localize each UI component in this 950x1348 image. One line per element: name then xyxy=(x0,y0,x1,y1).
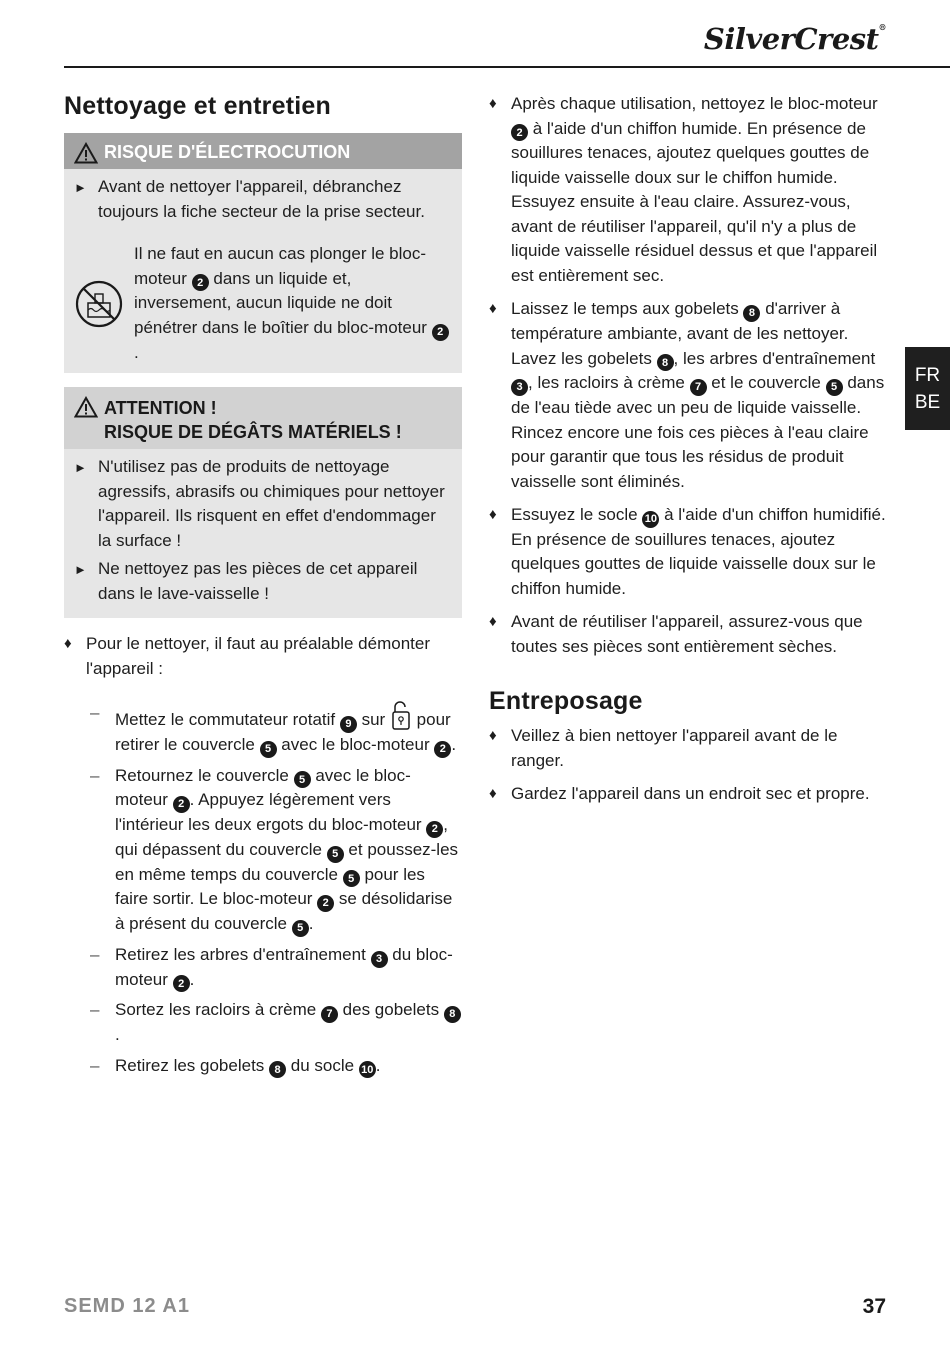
diamond-bullet-icon: ♦ xyxy=(64,635,72,652)
part-number-10: 10 xyxy=(359,1061,376,1078)
cleaning-bullet: ♦ Avant de réutiliser l'appareil, assurez-vous que toutes ses pièces sont entièrement sèches. xyxy=(489,610,889,659)
page-number: 37 xyxy=(862,1295,886,1318)
part-number-2: 2 xyxy=(426,821,443,838)
part-number-2: 2 xyxy=(317,895,334,912)
step-item: – Sortez les racloirs à crème 7 des gobelets 8. xyxy=(90,998,462,1047)
left-column xyxy=(64,92,462,1084)
no-immersion-text: Il ne faut en aucun cas plonger le bloc-moteur 2 dans un liquide et, inversement, aucun liquide ne doit pénétrer dans le boîtier du bloc-moteur 2. xyxy=(134,242,452,365)
part-number-8: 8 xyxy=(444,1006,461,1023)
diamond-bullet-icon: ♦ xyxy=(489,785,497,803)
step-item: – Retournez le couvercle 5 avec le bloc-moteur 2 . Appuyez légèrement vers l'intérieur les deux ergots du bloc-moteur 2 , qui dépassent du couvercle 5 et poussez-les en même temps du couvercle 5 pour les faire sortir. Le bloc-moteur 2 se désolidarise à présent du couvercle 5 . xyxy=(90,764,462,937)
part-number-7: 7 xyxy=(690,379,707,396)
part-number-7: 7 xyxy=(321,1006,338,1023)
attention-box-body xyxy=(64,449,462,618)
step-item: – Mettez le commutateur rotatif 9 sur pour retirer le couvercle 5 avec le bloc-moteur 2 . xyxy=(90,701,462,758)
attention-box xyxy=(64,387,462,618)
unlock-icon xyxy=(392,701,410,731)
dash-bullet-icon: – xyxy=(90,944,100,964)
diamond-bullet-icon: ♦ xyxy=(489,95,497,112)
language-code-be: BE xyxy=(914,391,941,413)
arrow-bullet-icon: ► xyxy=(74,180,87,195)
language-code-fr: FR xyxy=(914,364,941,386)
diamond-bullet-icon: ♦ xyxy=(489,613,497,631)
brand-logo: SilverCrest® xyxy=(703,22,886,56)
part-number-9: 9 xyxy=(340,716,357,733)
section-title-storage: Entreposage xyxy=(489,687,643,716)
intro-bullet: ♦ Pour le nettoyer, il faut au préalable démonter l'appareil : xyxy=(64,632,462,681)
language-tab xyxy=(905,347,950,430)
dash-bullet-icon: – xyxy=(90,1055,100,1075)
part-number-8: 8 xyxy=(743,305,760,322)
danger-box-title: RISQUE D'ÉLECTROCUTION xyxy=(104,142,351,162)
no-immersion-notice xyxy=(74,242,452,365)
danger-box xyxy=(64,133,462,373)
part-number-2: 2 xyxy=(434,741,451,758)
warning-triangle-icon xyxy=(74,396,98,418)
danger-box-header xyxy=(64,133,462,169)
warning-triangle-icon xyxy=(74,142,98,164)
part-number-5: 5 xyxy=(343,870,360,887)
attention-box-header xyxy=(64,387,462,449)
dash-bullet-icon: – xyxy=(90,765,100,785)
arrow-bullet-icon: ► xyxy=(74,460,87,475)
do-not-immerse-icon xyxy=(74,279,124,329)
footer-model: SEMD 12 A1 xyxy=(64,1295,190,1317)
diamond-bullet-icon: ♦ xyxy=(489,300,497,318)
diamond-bullet-icon: ♦ xyxy=(489,506,497,523)
part-number-5: 5 xyxy=(327,846,344,863)
list-item: ► Ne nettoyez pas les pièces de cet appareil dans le lave-vaisselle ! xyxy=(74,557,452,606)
part-number-8: 8 xyxy=(657,354,674,371)
part-number-2: 2 xyxy=(511,124,528,141)
cleaning-bullet: ♦ Essuyez le socle 10 à l'aide d'un chiffon humidifié. En présence de souillures tenaces, ajoutez quelques gouttes de liquide vaisselle doux sur le chiffon humide. xyxy=(489,503,889,601)
part-number-3: 3 xyxy=(371,951,388,968)
part-number-8: 8 xyxy=(269,1061,286,1078)
storage-bullet: ♦ Gardez l'appareil dans un endroit sec et propre. xyxy=(489,782,889,807)
diamond-bullet-icon: ♦ xyxy=(489,727,497,745)
dash-bullet-icon: – xyxy=(90,1000,100,1020)
part-number-3: 3 xyxy=(511,379,528,396)
storage-bullet: ♦ Veillez à bien nettoyer l'appareil avant de le ranger. xyxy=(489,724,889,773)
list-item: ► N'utilisez pas de produits de nettoyage agressifs, abrasifs ou chimiques pour nettoyer l'appareil. Ils risquent en effet d'endommager la surface ! xyxy=(74,455,452,553)
attention-box-subtitle: RISQUE DE DÉGÂTS MATÉRIELS ! xyxy=(104,422,402,442)
step-item: – Retirez les arbres d'entraînement 3 du bloc-moteur 2 . xyxy=(90,943,462,993)
danger-box-body xyxy=(64,169,462,373)
right-column xyxy=(489,92,889,816)
list-item: ► Avant de nettoyer l'appareil, débranchez toujours la fiche secteur de la prise secteur. xyxy=(74,175,452,224)
part-number-10: 10 xyxy=(642,511,659,528)
arrow-bullet-icon: ► xyxy=(74,562,87,577)
part-number-5: 5 xyxy=(294,771,311,788)
part-number-2: 2 xyxy=(192,274,209,291)
cleaning-bullet: ♦ Laissez le temps aux gobelets 8 d'arriver à température ambiante, avant de les nettoyer. Lavez les gobelets 8 , les arbres d'entraînement 3 , les racloirs à crème 7 et le couvercle 5 dans de l'eau tiède avec un peu de liquide vaisselle. Rincez encore une fois ces pièces à l'eau claire pour garantir que tous les résidus de produit vaisselle sont éliminés. xyxy=(489,297,889,494)
header-rule xyxy=(64,66,950,68)
part-number-2: 2 xyxy=(173,796,190,813)
part-number-2: 2 xyxy=(432,324,449,341)
step-item: – Retirez les gobelets 8 du socle 10 . xyxy=(90,1054,462,1079)
part-number-5: 5 xyxy=(292,920,309,937)
dash-bullet-icon: – xyxy=(90,703,100,722)
cleaning-bullet: ♦ Après chaque utilisation, nettoyez le bloc-moteur 2 à l'aide d'un chiffon humide. En présence de souillures tenaces, ajoutez quelques gouttes de liquide vaisselle doux sur le chiffon humide. Essuyez ensuite à l'eau claire. Assurez-vous, avant de réutiliser l'appareil, qu'il n'y a plus de liquide vaisselle résiduel dessus et que l'appareil est entièrement sec. xyxy=(489,92,889,288)
part-number-5: 5 xyxy=(260,741,277,758)
part-number-2: 2 xyxy=(173,975,190,992)
attention-box-title: ATTENTION ! xyxy=(104,398,217,418)
part-number-5: 5 xyxy=(826,379,843,396)
section-title-cleaning: Nettoyage et entretien xyxy=(64,92,331,120)
